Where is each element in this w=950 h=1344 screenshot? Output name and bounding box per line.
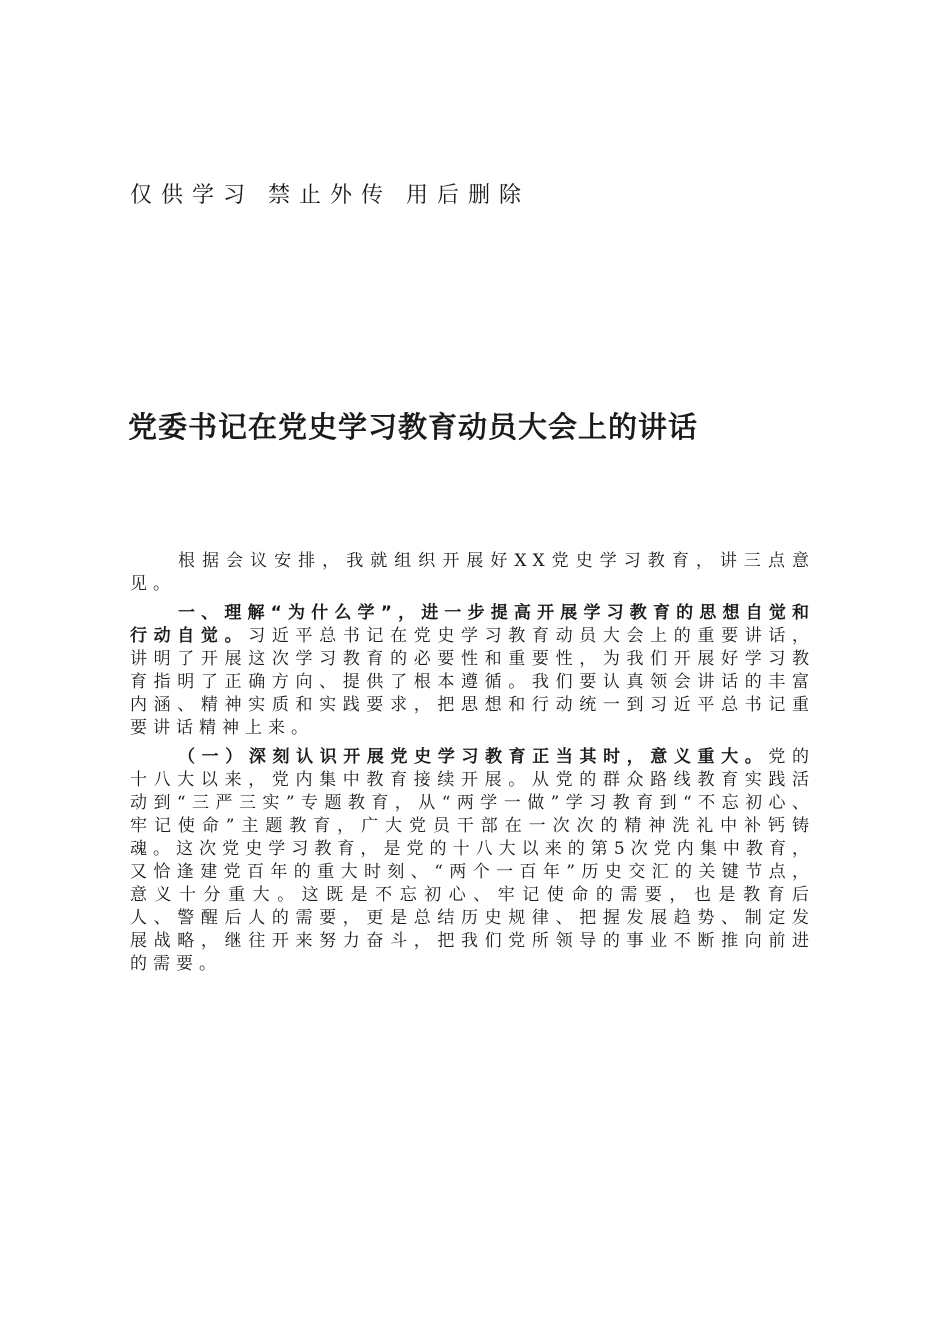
paragraph-text: 习近平总书记在党史学习教育动员大会上的重要讲话，讲明了开展这次学习教育的必要性和重要性，为我们开展好学习教育指明了正确方向、提供了根本遵循。我们要认真领会讲话的丰富内涵、精神实质和实践要求，把思想和行动统一到习近平总书记重要讲话精神上来。 (130, 626, 816, 738)
paragraph-subsection-1 (130, 746, 815, 976)
document-body (130, 550, 815, 982)
paragraph-heading: 一、理解“为什么学”，进一步提高开展学习教育的思想自觉和行动自觉。 (130, 603, 815, 646)
paragraph-intro (130, 550, 815, 596)
notice-delete-after-use: 用后删除 (406, 183, 531, 208)
document-title: 党委书记在党史学习教育动员大会上的讲话 (128, 410, 699, 444)
notice-no-distribution: 禁止外传 (268, 183, 393, 208)
paragraph-section-1 (130, 602, 815, 740)
usage-notice (130, 178, 530, 209)
paragraph-heading: （一）深刻认识开展党史学习教育正当其时，意义重大。 (178, 747, 769, 767)
paragraph-text: 党的十八大以来，党内集中教育接续开展。从党的群众路线教育实践活动到“三严三实”专题教育，从“两学一做”学习教育到“不忘初心、牢记使命”主题教育，广大党员干部在一次次的精神洗礼中补钙铸魂。这次党史学习教育，是党的十八大以来的第5次党内集中教育，又恰逢建党百年的重大时刻、“两个一百年”历史交汇的关键节点，意义十分重大。这既是不忘初心、牢记使命的需要，也是教育后人、警醒后人的需要，更是总结历史规律、把握发展趋势、制定发展战略，继往开来努力奋斗，把我们党所领导的事业不断推向前进的需要。 (130, 747, 816, 974)
notice-study-only: 仅供学习 (130, 183, 255, 208)
paragraph-text: 根据会议安排，我就组织开展好XX党史学习教育，讲三点意见。 (130, 551, 815, 594)
